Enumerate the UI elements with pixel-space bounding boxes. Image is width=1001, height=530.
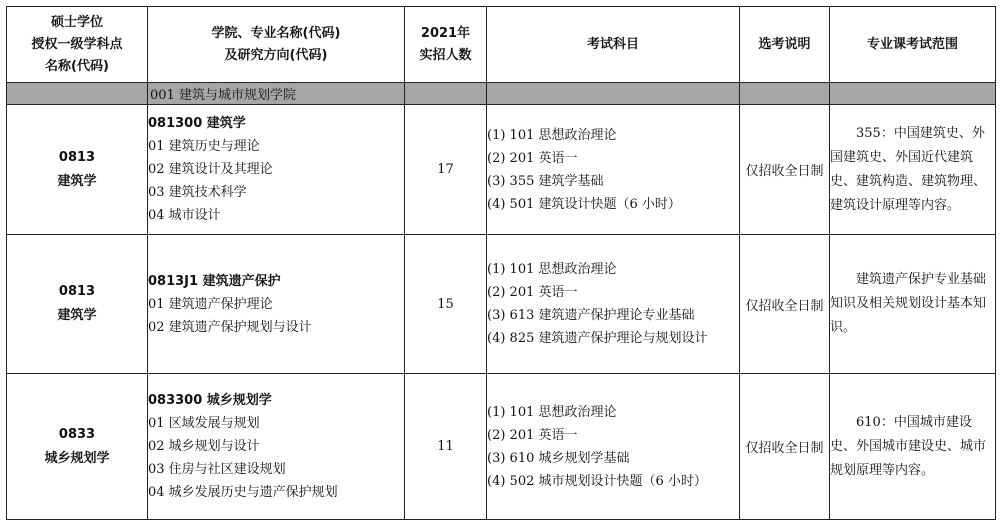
college-empty-cell (405, 83, 487, 105)
admissions-table (6, 6, 996, 520)
header-enrollment-line: 2021年 (420, 25, 471, 41)
exam-subject: (1) 101 思想政治理论 (487, 127, 617, 143)
header-discipline-line: 授权一级学科点 (31, 36, 123, 52)
program-row (7, 235, 996, 374)
discipline-name: 建筑学 (57, 308, 97, 323)
discipline-code: 0813 (58, 149, 96, 165)
discipline-cell (7, 374, 148, 520)
exam-subject: (1) 101 思想政治理论 (487, 404, 617, 420)
exam-scope: 610：中国城市建设史、外国城市建设史、城市规划原理等内容。 (830, 374, 996, 520)
discipline-code: 0833 (58, 426, 96, 442)
exam-subject: (4) 501 建筑设计快题（6 小时） (487, 196, 681, 212)
discipline-cell (7, 235, 148, 374)
exam-subject: (3) 355 建筑学基础 (487, 173, 604, 189)
exam-scope: 建筑遗产保护专业基础知识及相关规划设计基本知识。 (830, 235, 996, 374)
major-title: 081300 建筑学 (148, 116, 246, 131)
program-row (7, 374, 996, 520)
enrollment-count: 11 (405, 374, 487, 520)
exam-subject: (2) 201 英语一 (487, 285, 578, 300)
header-college-major (148, 7, 405, 83)
college-empty-cell (487, 83, 740, 105)
selection-note: 仅招收全日制 (740, 105, 830, 235)
college-empty-cell (740, 83, 830, 105)
college-empty-cell (7, 83, 148, 105)
header-college-major-line: 学院、专业名称(代码) (211, 25, 341, 41)
research-direction: 03 住房与社区建设规划 (148, 462, 286, 477)
exam-subjects-cell (487, 235, 740, 374)
major-title: 0813J1 建筑遗产保护 (148, 273, 281, 289)
research-direction: 02 建筑设计及其理论 (148, 162, 273, 177)
program-row (7, 105, 996, 235)
header-discipline-line: 硕士学位 (50, 14, 103, 30)
exam-subject: (2) 201 英语一 (487, 427, 578, 443)
exam-subject: (3) 613 建筑遗产保护理论专业基础 (487, 308, 695, 323)
discipline-cell (7, 105, 148, 235)
research-direction: 02 建筑遗产保护规划与设计 (148, 319, 312, 335)
header-selection-note: 选考说明 (740, 7, 830, 83)
exam-subject: (4) 502 城市规划设计快题（6 小时） (487, 473, 707, 489)
college-row (7, 83, 996, 105)
major-cell (148, 235, 405, 374)
research-direction: 02 城乡规划与设计 (148, 439, 260, 454)
selection-note: 仅招收全日制 (740, 235, 830, 374)
header-college-major-line: 及研究方向(代码) (224, 47, 328, 63)
exam-subject: (3) 610 城乡规划学基础 (487, 450, 630, 466)
header-row (7, 7, 996, 83)
header-discipline (7, 7, 148, 83)
exam-subjects-cell (487, 374, 740, 520)
discipline-code: 0813 (58, 284, 96, 299)
exam-subject: (4) 825 建筑遗产保护理论与规划设计 (487, 331, 708, 346)
discipline-name: 建筑学 (57, 173, 97, 189)
header-enrollment-line: 实招人数 (419, 47, 472, 63)
research-direction: 04 城乡发展历史与遗产保护规划 (148, 485, 338, 500)
enrollment-count: 15 (405, 235, 487, 374)
research-direction: 04 城市设计 (148, 208, 221, 223)
major-cell (148, 374, 405, 520)
header-scope: 专业课考试范围 (830, 7, 996, 83)
research-direction: 03 建筑技术科学 (148, 185, 247, 200)
research-direction: 01 建筑历史与理论 (148, 139, 260, 154)
major-cell (148, 105, 405, 235)
research-direction: 01 区域发展与规划 (148, 416, 260, 431)
header-discipline-line: 名称(代码) (45, 58, 109, 74)
header-exam-subjects: 考试科目 (487, 7, 740, 83)
exam-subjects-cell (487, 105, 740, 235)
exam-subject: (1) 101 思想政治理论 (487, 262, 617, 277)
exam-subject: (2) 201 英语一 (487, 150, 578, 166)
major-title: 083300 城乡规划学 (148, 393, 272, 408)
enrollment-count: 17 (405, 105, 487, 235)
research-direction: 01 建筑遗产保护理论 (148, 296, 273, 312)
college-empty-cell (830, 83, 996, 105)
exam-scope: 355：中国建筑史、外国建筑史、外国近代建筑史、建筑构造、建筑物理、建筑设计原理等内容。 (830, 105, 996, 235)
discipline-name: 城乡规划学 (44, 450, 110, 466)
header-enrollment (405, 7, 487, 83)
college-name: 001 建筑与城市规划学院 (148, 83, 405, 105)
selection-note: 仅招收全日制 (740, 374, 830, 520)
